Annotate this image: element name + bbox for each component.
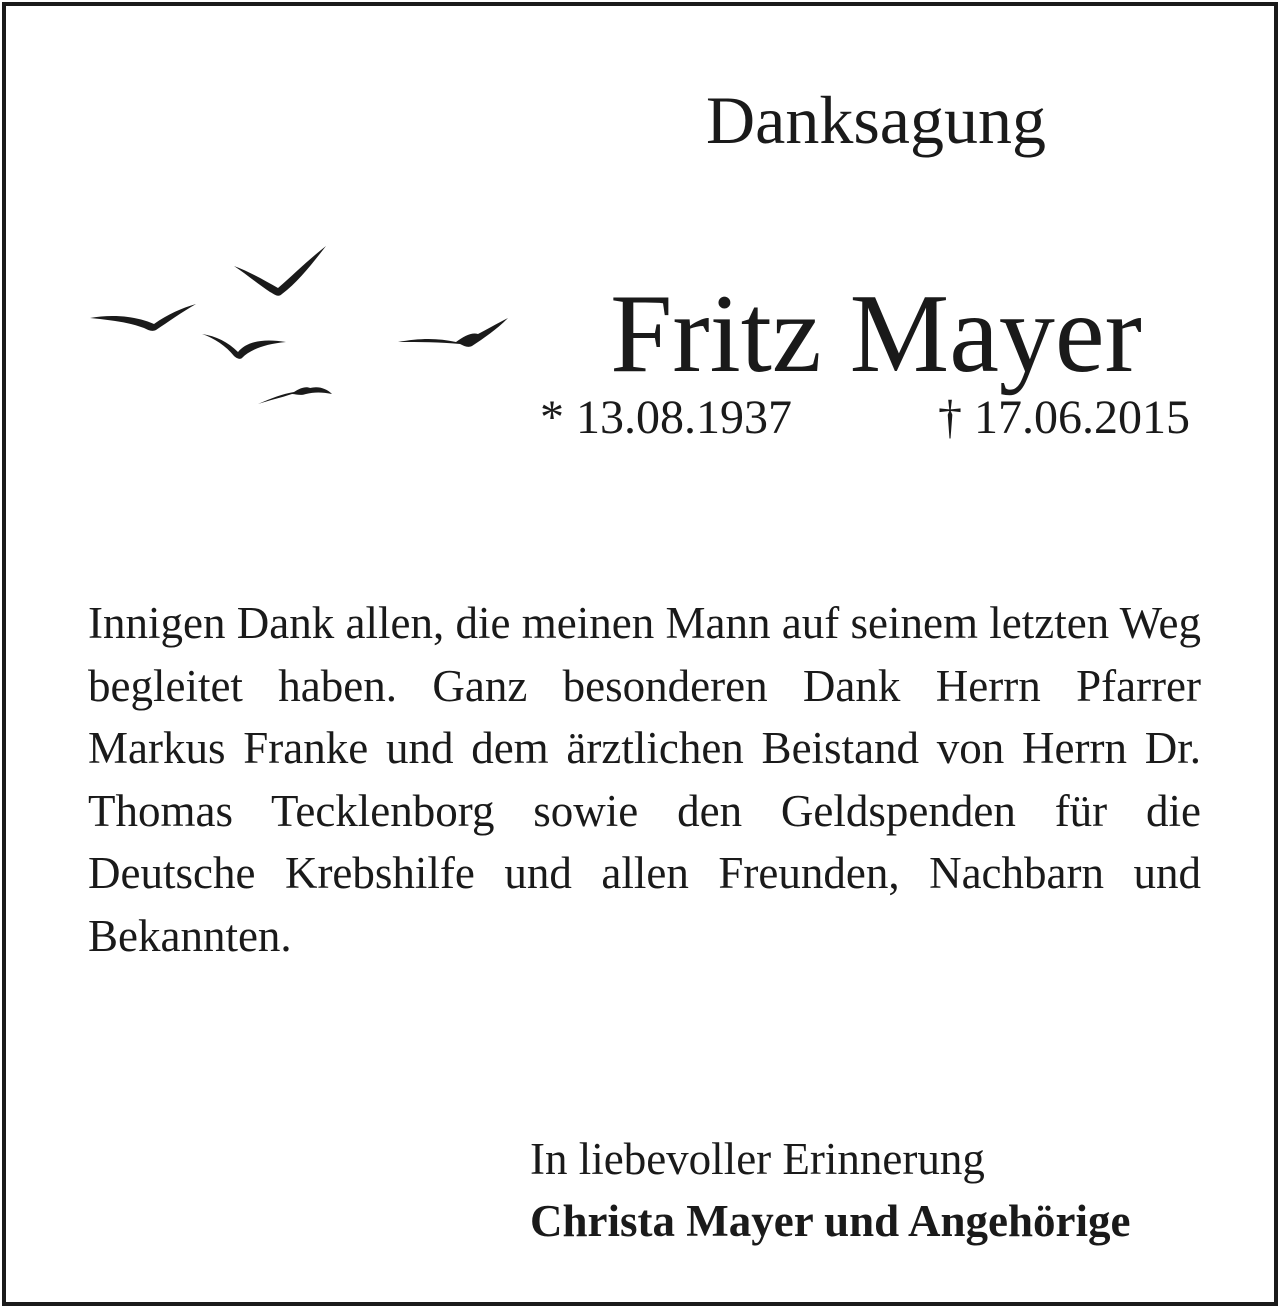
death-date: † 17.06.2015	[938, 391, 1190, 444]
thanks-text: Innigen Dank allen, die meinen Mann auf seinem letzten Weg begleitet haben. Ganz besonderen Dank Herrn Pfarrer Markus Franke und dem ärztlichen Beistand von Herrn Dr. Thomas Tecklenborg sowie den Geldspenden für die Deutsche Krebshilfe und allen Freunden, Nachbarn und Bekannten.	[88, 598, 1201, 961]
birth-date: * 13.08.1937	[540, 391, 792, 444]
bird-icon	[258, 387, 332, 404]
bird-icon	[90, 304, 196, 331]
notice-heading: Danksagung	[706, 82, 1046, 158]
closing-line: In liebevoller Erinnerung	[530, 1134, 985, 1184]
bird-icon	[398, 318, 508, 347]
deceased-name: Fritz Mayer	[610, 272, 1142, 396]
signature-line: Christa Mayer und Angehörige	[530, 1196, 1131, 1246]
notice-frame	[2, 2, 1278, 1306]
bird-icon	[234, 246, 326, 296]
flying-birds-icon	[82, 238, 522, 418]
bird-icon	[202, 334, 286, 359]
